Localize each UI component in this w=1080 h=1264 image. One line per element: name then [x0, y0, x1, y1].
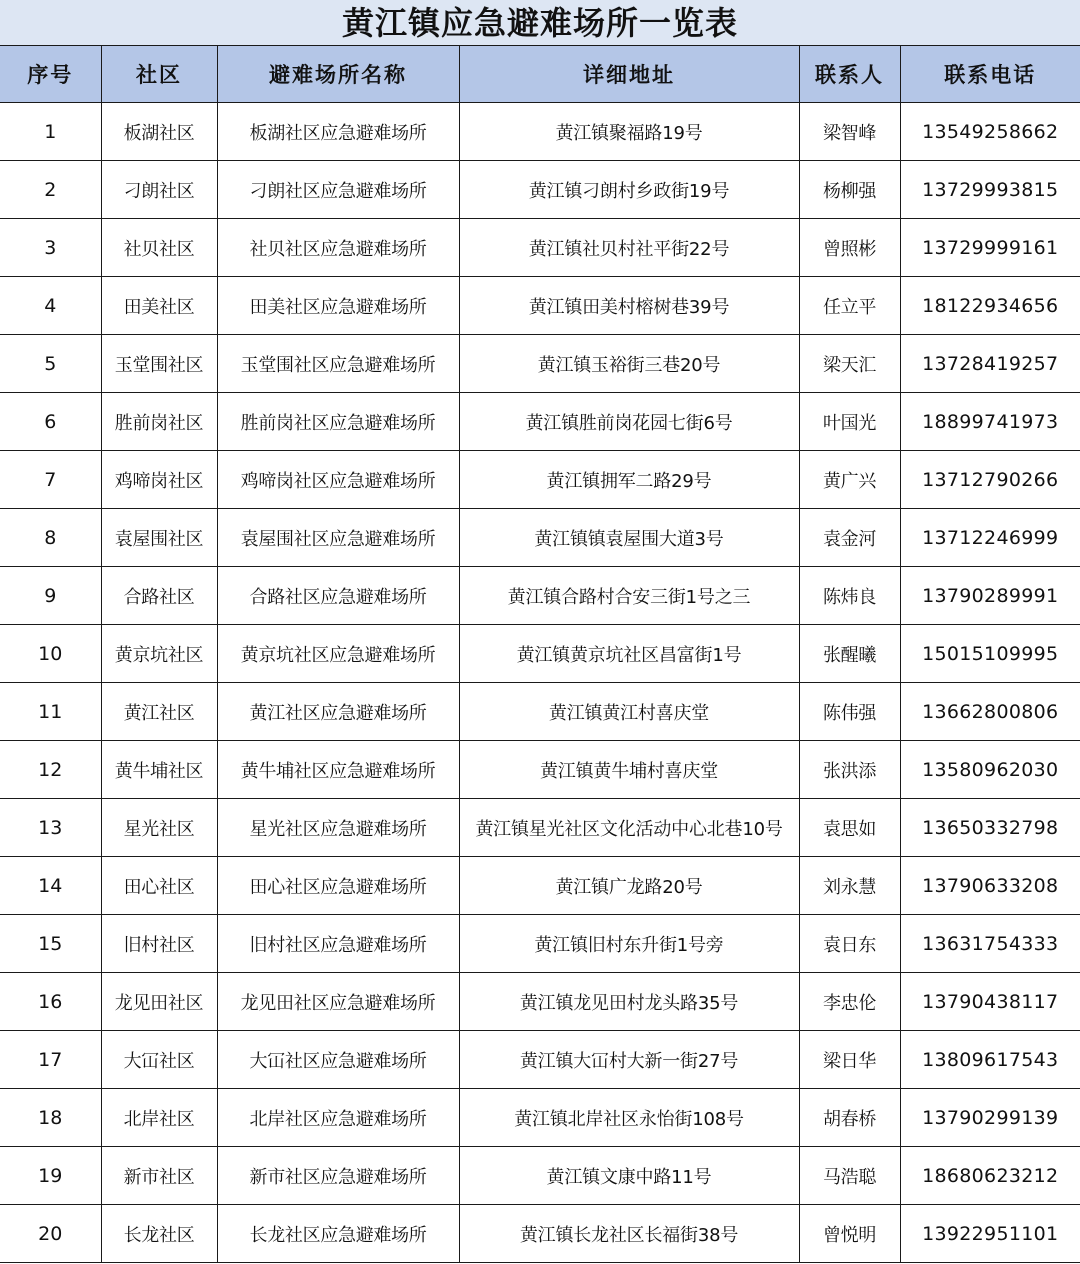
cell-community: 袁屋围社区	[101, 509, 217, 567]
cell-shelter-name: 袁屋围社区应急避难场所	[217, 509, 459, 567]
table-row	[0, 451, 1080, 509]
cell-community: 新市社区	[101, 1147, 217, 1205]
cell-address: 黄江镇广龙路20号	[459, 857, 799, 915]
cell-index: 15	[0, 915, 101, 973]
cell-phone: 13922951101	[900, 1205, 1080, 1263]
cell-address: 黄江镇大冚村大新一街27号	[459, 1031, 799, 1089]
col-header-index: 序号	[0, 46, 101, 103]
cell-phone: 13712246999	[900, 509, 1080, 567]
cell-shelter-name: 新市社区应急避难场所	[217, 1147, 459, 1205]
cell-phone: 13790299139	[900, 1089, 1080, 1147]
table-row	[0, 1147, 1080, 1205]
cell-contact: 胡春桥	[799, 1089, 900, 1147]
table-row	[0, 1089, 1080, 1147]
cell-address: 黄江镇黄牛埔村喜庆堂	[459, 741, 799, 799]
cell-index: 7	[0, 451, 101, 509]
table-row	[0, 103, 1080, 161]
cell-community: 黄京坑社区	[101, 625, 217, 683]
cell-contact: 陈炜良	[799, 567, 900, 625]
cell-shelter-name: 合路社区应急避难场所	[217, 567, 459, 625]
cell-shelter-name: 田美社区应急避难场所	[217, 277, 459, 335]
table-row	[0, 161, 1080, 219]
cell-address: 黄江镇镇袁屋围大道3号	[459, 509, 799, 567]
cell-phone: 18680623212	[900, 1147, 1080, 1205]
cell-phone: 18899741973	[900, 393, 1080, 451]
cell-shelter-name: 刁朗社区应急避难场所	[217, 161, 459, 219]
cell-shelter-name: 北岸社区应急避难场所	[217, 1089, 459, 1147]
cell-contact: 杨柳强	[799, 161, 900, 219]
cell-contact: 马浩聪	[799, 1147, 900, 1205]
cell-shelter-name: 长龙社区应急避难场所	[217, 1205, 459, 1263]
cell-shelter-name: 龙见田社区应急避难场所	[217, 973, 459, 1031]
cell-community: 鸡啼岗社区	[101, 451, 217, 509]
cell-index: 17	[0, 1031, 101, 1089]
cell-phone: 13728419257	[900, 335, 1080, 393]
cell-index: 11	[0, 683, 101, 741]
cell-community: 北岸社区	[101, 1089, 217, 1147]
cell-shelter-name: 胜前岗社区应急避难场所	[217, 393, 459, 451]
table-row	[0, 509, 1080, 567]
cell-index: 9	[0, 567, 101, 625]
col-header-community: 社区	[101, 46, 217, 103]
cell-contact: 袁日东	[799, 915, 900, 973]
cell-address: 黄江镇田美村榕树巷39号	[459, 277, 799, 335]
cell-contact: 梁日华	[799, 1031, 900, 1089]
cell-phone: 15015109995	[900, 625, 1080, 683]
cell-address: 黄江镇玉裕街三巷20号	[459, 335, 799, 393]
cell-contact: 张醒曦	[799, 625, 900, 683]
cell-community: 胜前岗社区	[101, 393, 217, 451]
cell-address: 黄江镇旧村东升街1号旁	[459, 915, 799, 973]
cell-contact: 陈伟强	[799, 683, 900, 741]
cell-address: 黄江镇北岸社区永怡街108号	[459, 1089, 799, 1147]
table-body	[0, 103, 1080, 1263]
cell-contact: 袁思如	[799, 799, 900, 857]
cell-shelter-name: 星光社区应急避难场所	[217, 799, 459, 857]
cell-community: 田心社区	[101, 857, 217, 915]
table-row	[0, 277, 1080, 335]
cell-address: 黄江镇龙见田村龙头路35号	[459, 973, 799, 1031]
col-header-shelter-name: 避难场所名称	[217, 46, 459, 103]
cell-index: 6	[0, 393, 101, 451]
table-row	[0, 1205, 1080, 1263]
cell-index: 19	[0, 1147, 101, 1205]
cell-shelter-name: 大冚社区应急避难场所	[217, 1031, 459, 1089]
cell-shelter-name: 鸡啼岗社区应急避难场所	[217, 451, 459, 509]
cell-community: 龙见田社区	[101, 973, 217, 1031]
table-row	[0, 857, 1080, 915]
cell-community: 社贝社区	[101, 219, 217, 277]
table-row	[0, 335, 1080, 393]
cell-index: 12	[0, 741, 101, 799]
cell-index: 14	[0, 857, 101, 915]
cell-index: 3	[0, 219, 101, 277]
cell-address: 黄江镇胜前岗花园七街6号	[459, 393, 799, 451]
col-header-address: 详细地址	[459, 46, 799, 103]
cell-address: 黄江镇社贝村社平街22号	[459, 219, 799, 277]
table-row	[0, 683, 1080, 741]
cell-index: 4	[0, 277, 101, 335]
table-row	[0, 915, 1080, 973]
cell-shelter-name: 黄牛埔社区应急避难场所	[217, 741, 459, 799]
cell-contact: 袁金河	[799, 509, 900, 567]
table-row	[0, 1031, 1080, 1089]
cell-address: 黄江镇长龙社区长福街38号	[459, 1205, 799, 1263]
table-row	[0, 219, 1080, 277]
cell-community: 田美社区	[101, 277, 217, 335]
cell-address: 黄江镇黄江村喜庆堂	[459, 683, 799, 741]
cell-shelter-name: 玉堂围社区应急避难场所	[217, 335, 459, 393]
cell-contact: 叶国光	[799, 393, 900, 451]
cell-phone: 13580962030	[900, 741, 1080, 799]
table-row	[0, 799, 1080, 857]
cell-community: 大冚社区	[101, 1031, 217, 1089]
cell-contact: 曾照彬	[799, 219, 900, 277]
cell-contact: 黄广兴	[799, 451, 900, 509]
cell-contact: 张洪添	[799, 741, 900, 799]
cell-index: 2	[0, 161, 101, 219]
cell-index: 5	[0, 335, 101, 393]
cell-shelter-name: 旧村社区应急避难场所	[217, 915, 459, 973]
table-row	[0, 393, 1080, 451]
table-row	[0, 567, 1080, 625]
cell-shelter-name: 黄江社区应急避难场所	[217, 683, 459, 741]
cell-index: 8	[0, 509, 101, 567]
cell-community: 黄牛埔社区	[101, 741, 217, 799]
cell-shelter-name: 社贝社区应急避难场所	[217, 219, 459, 277]
cell-index: 13	[0, 799, 101, 857]
cell-phone: 13549258662	[900, 103, 1080, 161]
cell-contact: 梁天汇	[799, 335, 900, 393]
cell-index: 16	[0, 973, 101, 1031]
shelter-table	[0, 46, 1080, 1263]
cell-address: 黄江镇文康中路11号	[459, 1147, 799, 1205]
cell-contact: 李忠伦	[799, 973, 900, 1031]
cell-index: 10	[0, 625, 101, 683]
cell-phone: 13729993815	[900, 161, 1080, 219]
table-title: 黄江镇应急避难场所一览表	[0, 0, 1080, 46]
cell-phone: 18122934656	[900, 277, 1080, 335]
cell-phone: 13790633208	[900, 857, 1080, 915]
cell-community: 板湖社区	[101, 103, 217, 161]
cell-community: 玉堂围社区	[101, 335, 217, 393]
cell-community: 合路社区	[101, 567, 217, 625]
cell-phone: 13650332798	[900, 799, 1080, 857]
cell-community: 星光社区	[101, 799, 217, 857]
table-row	[0, 741, 1080, 799]
cell-community: 旧村社区	[101, 915, 217, 973]
cell-address: 黄江镇聚福路19号	[459, 103, 799, 161]
cell-address: 黄江镇刁朗村乡政街19号	[459, 161, 799, 219]
cell-contact: 刘永慧	[799, 857, 900, 915]
header-row	[0, 46, 1080, 103]
cell-contact: 任立平	[799, 277, 900, 335]
col-header-contact: 联系人	[799, 46, 900, 103]
cell-index: 18	[0, 1089, 101, 1147]
cell-phone: 13712790266	[900, 451, 1080, 509]
cell-shelter-name: 板湖社区应急避难场所	[217, 103, 459, 161]
cell-address: 黄江镇黄京坑社区昌富街1号	[459, 625, 799, 683]
cell-community: 长龙社区	[101, 1205, 217, 1263]
cell-community: 黄江社区	[101, 683, 217, 741]
cell-phone: 13809617543	[900, 1031, 1080, 1089]
cell-contact: 曾悦明	[799, 1205, 900, 1263]
cell-phone: 13729999161	[900, 219, 1080, 277]
table-row	[0, 625, 1080, 683]
cell-address: 黄江镇拥军二路29号	[459, 451, 799, 509]
col-header-phone: 联系电话	[900, 46, 1080, 103]
cell-shelter-name: 田心社区应急避难场所	[217, 857, 459, 915]
cell-index: 1	[0, 103, 101, 161]
cell-phone: 13631754333	[900, 915, 1080, 973]
table-row	[0, 973, 1080, 1031]
cell-address: 黄江镇星光社区文化活动中心北巷10号	[459, 799, 799, 857]
cell-community: 刁朗社区	[101, 161, 217, 219]
cell-shelter-name: 黄京坑社区应急避难场所	[217, 625, 459, 683]
cell-contact: 梁智峰	[799, 103, 900, 161]
cell-phone: 13662800806	[900, 683, 1080, 741]
cell-phone: 13790289991	[900, 567, 1080, 625]
cell-index: 20	[0, 1205, 101, 1263]
cell-phone: 13790438117	[900, 973, 1080, 1031]
cell-address: 黄江镇合路村合安三街1号之三	[459, 567, 799, 625]
